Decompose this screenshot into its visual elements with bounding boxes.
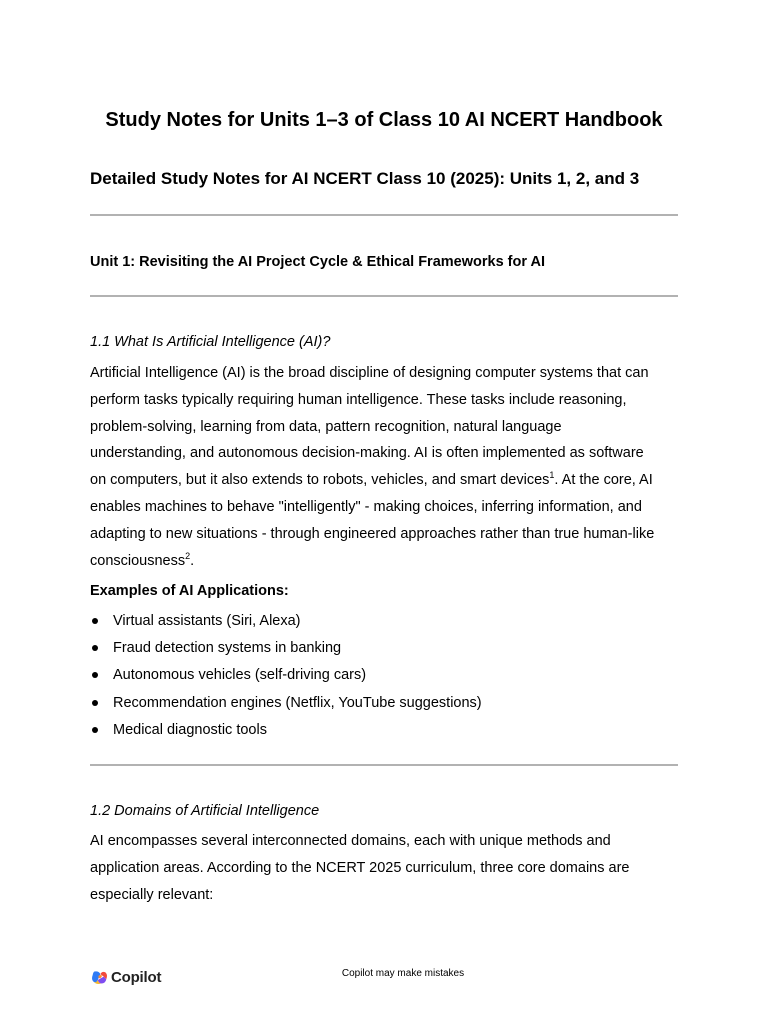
paragraph-line: enables machines to behave "intelligently" - making choices, inferring information, and [90, 498, 642, 515]
paragraph-line: Artificial Intelligence (AI) is the broad discipline of designing computer systems that can [90, 365, 649, 381]
footnote-ref-1[interactable]: 1 [549, 470, 555, 481]
footnote-ref-2[interactable]: 2 [185, 550, 191, 561]
horizontal-rule [90, 295, 678, 297]
paragraph-line: AI encompasses several interconnected domains, each with unique methods and [90, 833, 611, 849]
paragraph-line: perform tasks typically requiring human intelligence. These tasks include reasoning, [90, 391, 627, 408]
paragraph-line: application areas. According to the NCERT 2025 curriculum, three core domains are [90, 859, 630, 876]
paragraph-line: especially relevant: [90, 886, 214, 903]
paragraph-line: adapting to new situations - through engineered approaches rather than true human-like [90, 525, 655, 542]
list-item-text: Medical diagnostic tools [113, 721, 267, 738]
bullet-icon [92, 618, 98, 624]
line-text: on computers, but it also extends to robots, vehicles, and smart devices [90, 472, 550, 489]
document-subtitle: Detailed Study Notes for AI NCERT Class 10 (2025): Units 1, 2, and 3 [90, 169, 640, 188]
bullet-icon [92, 672, 98, 678]
list-item-text: Virtual assistants (Siri, Alexa) [113, 613, 301, 629]
bullet-icon [92, 727, 98, 733]
paragraph-line: understanding, and autonomous decision-making. AI is often implemented as software [90, 445, 644, 462]
section-1-1-paragraph [90, 360, 690, 574]
bullet-icon [92, 645, 98, 651]
paragraph-line: problem-solving, learning from data, pattern recognition, natural language [90, 418, 562, 435]
examples-label: Examples of AI Applications: [90, 583, 289, 599]
unit-1-heading: Unit 1: Revisiting the AI Project Cycle & Ethical Frameworks for AI [90, 254, 545, 270]
section-1-1-heading: 1.1 What Is Artificial Intelligence (AI)? [90, 334, 331, 350]
line-text: . [190, 552, 195, 569]
list-item-text: Fraud detection systems in banking [113, 640, 342, 657]
document-title: Study Notes for Units 1–3 of Class 10 AI NCERT Handbook [105, 109, 663, 131]
line-text: consciousness [90, 552, 186, 569]
list-item-text: Autonomous vehicles (self-driving cars) [113, 667, 367, 684]
paragraph-line [90, 467, 690, 494]
section-1-2-paragraph [90, 828, 690, 908]
line-text: . At the core, AI [554, 472, 653, 489]
bullet-icon [92, 700, 98, 706]
copilot-logo-text: Copilot [111, 968, 162, 986]
disclaimer-note: Copilot may make mistakes [341, 968, 465, 979]
list-item-text: Recommendation engines (Netflix, YouTube suggestions) [113, 694, 482, 711]
horizontal-rule [90, 214, 678, 216]
paragraph-line [90, 548, 690, 575]
section-1-2-heading: 1.2 Domains of Artificial Intelligence [90, 803, 320, 819]
horizontal-rule [90, 764, 678, 766]
